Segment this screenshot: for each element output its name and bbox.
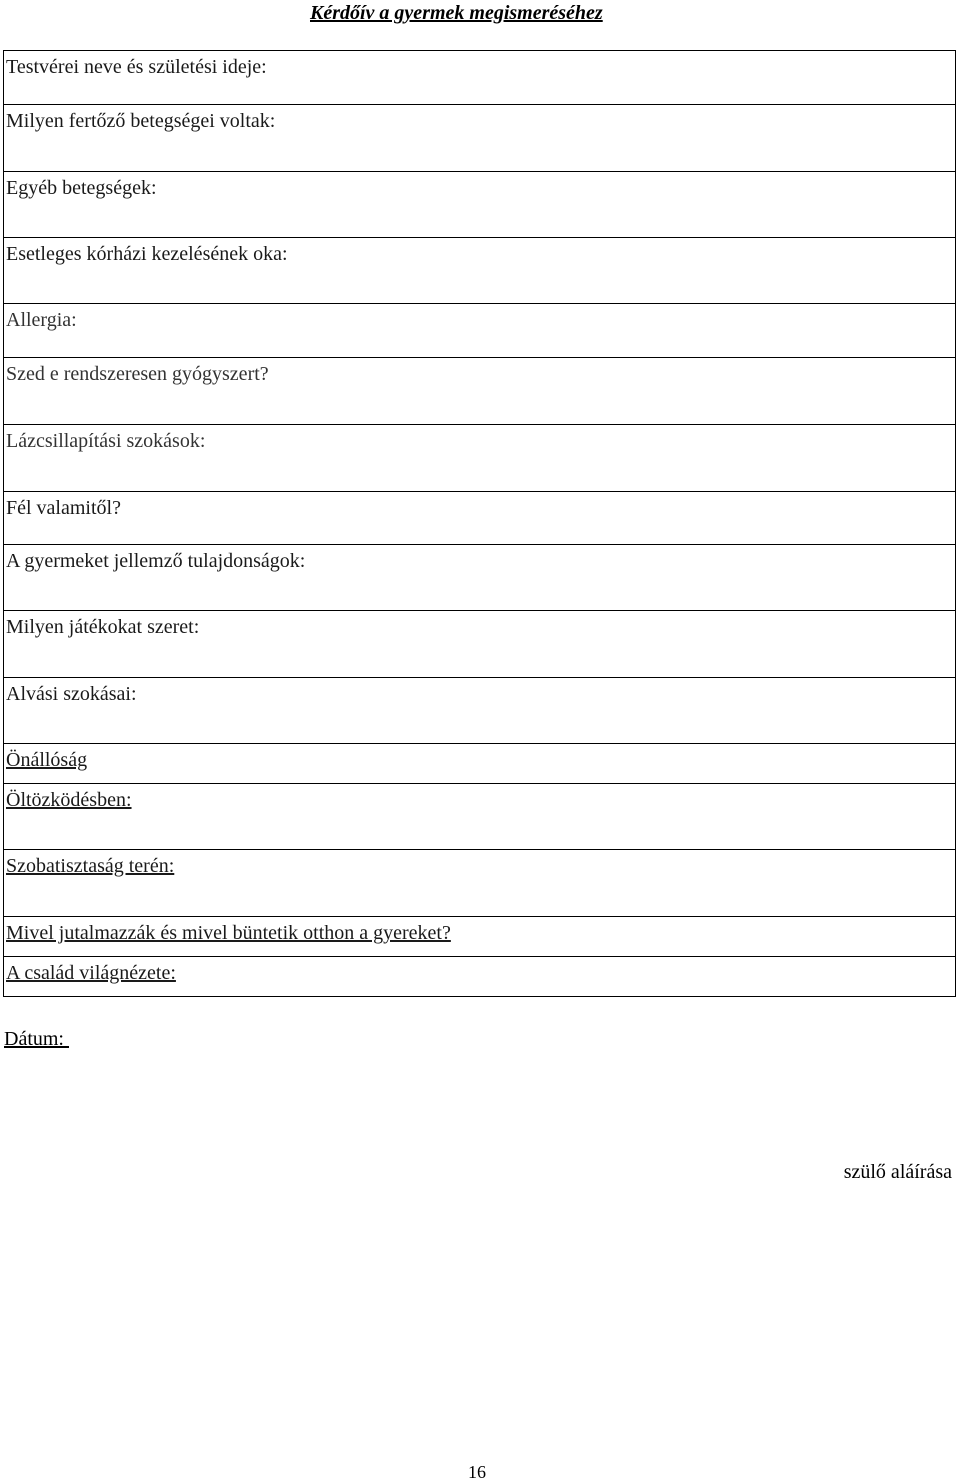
row-label: A család világnézete: xyxy=(6,962,176,984)
row-other-diseases[interactable] xyxy=(4,172,955,238)
row-label: Öltözködésben: xyxy=(6,789,132,811)
row-family-worldview[interactable] xyxy=(4,957,955,997)
row-label: Milyen fertőző betegségei voltak: xyxy=(6,110,276,132)
row-toilet-training[interactable] xyxy=(4,850,955,917)
row-label: Szed e rendszeresen gyógyszert? xyxy=(6,363,269,385)
row-fever-habits[interactable] xyxy=(4,425,955,492)
row-label: A gyermeket jellemző tulajdonságok: xyxy=(6,550,306,572)
row-label: Milyen játékokat szeret: xyxy=(6,616,200,638)
row-allergy[interactable] xyxy=(4,304,955,358)
row-label: Szobatisztaság terén: xyxy=(6,855,175,877)
row-sleeping-habits[interactable] xyxy=(4,678,955,744)
row-label: Mivel jutalmazzák és mivel büntetik otthon a gyereket? xyxy=(6,922,451,944)
row-medication[interactable] xyxy=(4,358,955,425)
page-title: Kérdőív a gyermek megismeréséhez xyxy=(310,2,603,24)
row-infectious-diseases[interactable] xyxy=(4,105,955,172)
row-label: Önállóság xyxy=(6,749,88,771)
row-dressing[interactable] xyxy=(4,784,955,850)
row-label: Alvási szokásai: xyxy=(6,683,137,705)
row-label: Esetleges kórházi kezelésének oka: xyxy=(6,243,288,265)
parent-signature-label: szülő aláírása xyxy=(843,1161,952,1183)
row-label: Lázcsillapítási szokások: xyxy=(6,430,206,452)
row-independence[interactable] xyxy=(4,744,955,784)
row-fears[interactable] xyxy=(4,492,955,545)
row-favorite-games[interactable] xyxy=(4,611,955,678)
row-characteristics[interactable] xyxy=(4,545,955,611)
date-label: Dátum: xyxy=(4,1028,69,1050)
row-label: Allergia: xyxy=(6,309,77,331)
row-label: Testvérei neve és születési ideje: xyxy=(6,56,267,78)
row-siblings[interactable] xyxy=(4,51,955,105)
row-reward-punishment[interactable] xyxy=(4,917,955,957)
questionnaire-table xyxy=(3,50,956,997)
page-number: 16 xyxy=(468,1462,486,1482)
row-label: Fél valamitől? xyxy=(6,497,121,519)
row-hospital-treatment[interactable] xyxy=(4,238,955,304)
row-label: Egyéb betegségek: xyxy=(6,177,157,199)
